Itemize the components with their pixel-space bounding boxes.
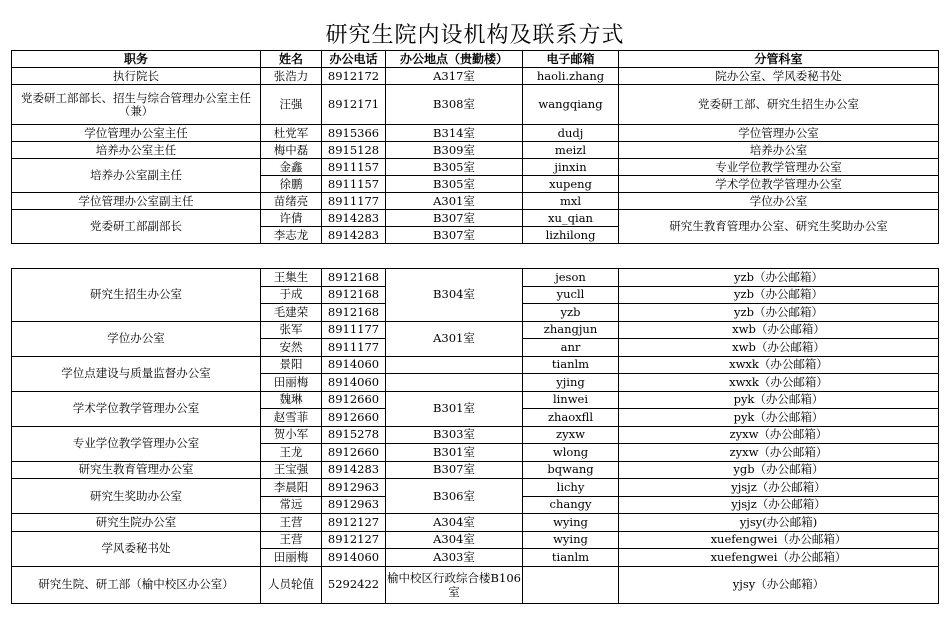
name-cell: 常远 [261, 496, 322, 514]
location-cell [386, 374, 523, 392]
location-cell: A301室 [386, 321, 523, 356]
role-cell: 研究生院、研工部（榆中校区办公室） [12, 566, 261, 603]
department-cell: zyxw（办公邮箱） [619, 426, 939, 444]
table-row [12, 461, 939, 479]
email-cell: tianlm [523, 549, 619, 567]
table-row [12, 269, 939, 287]
page-title: 研究生院内设机构及联系方式 [325, 23, 625, 48]
name-cell: 杜党军 [261, 125, 322, 142]
table-row [12, 426, 939, 444]
office-table [11, 268, 939, 604]
email-cell: meizl [523, 142, 619, 159]
email-cell: linwei [523, 391, 619, 409]
role-cell: 学术学位教学管理办公室 [12, 391, 261, 426]
role-cell: 学风委秘书处 [12, 531, 261, 566]
location-cell: B306室 [386, 479, 523, 514]
role-cell: 学位管理办公室主任 [12, 125, 261, 142]
name-cell: 王宝强 [261, 461, 322, 479]
table-row [12, 566, 939, 603]
location-cell: A301室 [386, 193, 523, 210]
department-cell: 学位管理办公室 [619, 125, 939, 142]
role-cell: 学位办公室 [12, 321, 261, 356]
header-location: 办公地点（贵勤楼） [386, 51, 523, 68]
email-cell: yzb [523, 304, 619, 322]
department-cell: yjsjz（办公邮箱） [619, 479, 939, 497]
department-cell: yzb（办公邮箱） [619, 286, 939, 304]
table-row [12, 531, 939, 549]
table-row [12, 193, 939, 210]
table-row [12, 85, 939, 125]
phone-cell: 8912171 [322, 85, 386, 125]
phone-cell: 8912963 [322, 496, 386, 514]
email-cell: jinxin [523, 159, 619, 176]
location-cell: B301室 [386, 444, 523, 462]
location-cell: B309室 [386, 142, 523, 159]
header-name: 姓名 [261, 51, 322, 68]
email-cell: wying [523, 531, 619, 549]
header-phone: 办公电话 [322, 51, 386, 68]
location-cell: B304室 [386, 269, 523, 322]
role-cell: 专业学位教学管理办公室 [12, 426, 261, 461]
table-row [12, 210, 939, 227]
email-cell: wlong [523, 444, 619, 462]
name-cell: 李志龙 [261, 227, 322, 244]
phone-cell: 8915128 [322, 142, 386, 159]
name-cell: 王龙 [261, 444, 322, 462]
department-cell: xuefengwei（办公邮箱） [619, 531, 939, 549]
name-cell: 王集生 [261, 269, 322, 287]
table-row [12, 321, 939, 339]
role-cell: 学位管理办公室副主任 [12, 193, 261, 210]
email-cell: zhangjun [523, 321, 619, 339]
email-cell: bqwang [523, 461, 619, 479]
location-cell: B307室 [386, 227, 523, 244]
phone-cell: 8911177 [322, 193, 386, 210]
name-cell: 人员轮值 [261, 566, 322, 603]
name-cell: 于成 [261, 286, 322, 304]
role-cell: 学位点建设与质量监督办公室 [12, 356, 261, 391]
department-cell: xwxk（办公邮箱） [619, 356, 939, 374]
phone-cell: 8914060 [322, 374, 386, 392]
location-cell: B305室 [386, 176, 523, 193]
location-cell: B307室 [386, 210, 523, 227]
table-row [12, 125, 939, 142]
location-cell: B305室 [386, 159, 523, 176]
location-cell: A304室 [386, 514, 523, 532]
department-cell: yzb（办公邮箱） [619, 304, 939, 322]
table-row [12, 159, 939, 176]
email-cell: zhaoxfll [523, 409, 619, 427]
role-cell: 研究生招生办公室 [12, 269, 261, 322]
name-cell: 贺小军 [261, 426, 322, 444]
phone-cell: 8915366 [322, 125, 386, 142]
phone-cell: 8912660 [322, 391, 386, 409]
table-row [12, 479, 939, 497]
phone-cell: 8912168 [322, 269, 386, 287]
email-cell: wangqiang [523, 85, 619, 125]
phone-cell: 8911157 [322, 159, 386, 176]
department-cell: 研究生教育管理办公室、研究生奖助办公室 [619, 210, 939, 244]
email-cell: tianlm [523, 356, 619, 374]
department-cell: 专业学位教学管理办公室 [619, 159, 939, 176]
leadership-table [11, 50, 939, 244]
department-cell: 学术学位教学管理办公室 [619, 176, 939, 193]
name-cell: 张浩力 [261, 68, 322, 85]
name-cell: 王营 [261, 531, 322, 549]
role-cell: 党委研工部部长、招生与综合管理办公室主任（兼） [12, 85, 261, 125]
phone-cell: 8914283 [322, 227, 386, 244]
name-cell: 景阳 [261, 356, 322, 374]
department-cell: xwxk（办公邮箱） [619, 374, 939, 392]
department-cell: xwb（办公邮箱） [619, 339, 939, 357]
phone-cell: 8912168 [322, 286, 386, 304]
phone-cell: 8911177 [322, 321, 386, 339]
email-cell: dudj [523, 125, 619, 142]
email-cell: haoli.zhang [523, 68, 619, 85]
email-cell: changy [523, 496, 619, 514]
phone-cell: 8915278 [322, 426, 386, 444]
table-row [12, 142, 939, 159]
location-cell: B301室 [386, 391, 523, 426]
location-cell: B308室 [386, 85, 523, 125]
phone-cell: 8911177 [322, 339, 386, 357]
header-role: 职务 [12, 51, 261, 68]
role-cell: 培养办公室副主任 [12, 159, 261, 193]
email-cell: wying [523, 514, 619, 532]
department-cell: yjsy（办公邮箱） [619, 566, 939, 603]
phone-cell: 8912127 [322, 514, 386, 532]
email-cell: lichy [523, 479, 619, 497]
email-cell: xu_qian [523, 210, 619, 227]
email-cell: mxl [523, 193, 619, 210]
header-department: 分管科室 [619, 51, 939, 68]
name-cell: 徐鹏 [261, 176, 322, 193]
phone-cell: 8912660 [322, 409, 386, 427]
name-cell: 苗绪亮 [261, 193, 322, 210]
email-cell: anr [523, 339, 619, 357]
role-cell: 党委研工部副部长 [12, 210, 261, 244]
location-cell: A303室 [386, 549, 523, 567]
phone-cell: 8912660 [322, 444, 386, 462]
email-cell: zyxw [523, 426, 619, 444]
location-cell: A317室 [386, 68, 523, 85]
location-cell [386, 356, 523, 374]
name-cell: 梅中磊 [261, 142, 322, 159]
department-cell: yjsy(办公邮箱) [619, 514, 939, 532]
header-email: 电子邮箱 [523, 51, 619, 68]
role-cell: 研究生教育管理办公室 [12, 461, 261, 479]
name-cell: 李晨阳 [261, 479, 322, 497]
name-cell: 毛建荣 [261, 304, 322, 322]
department-cell: 培养办公室 [619, 142, 939, 159]
phone-cell: 8912963 [322, 479, 386, 497]
phone-cell: 8914060 [322, 549, 386, 567]
phone-cell: 5292422 [322, 566, 386, 603]
name-cell: 汪强 [261, 85, 322, 125]
name-cell: 王营 [261, 514, 322, 532]
role-cell: 执行院长 [12, 68, 261, 85]
table-row [12, 391, 939, 409]
phone-cell: 8912168 [322, 304, 386, 322]
department-cell: pyk（办公邮箱） [619, 409, 939, 427]
location-cell: B307室 [386, 461, 523, 479]
table-row [12, 356, 939, 374]
department-cell: 院办公室、学风委秘书处 [619, 68, 939, 85]
department-cell: yzb（办公邮箱） [619, 269, 939, 287]
name-cell: 张军 [261, 321, 322, 339]
department-cell: pyk（办公邮箱） [619, 391, 939, 409]
email-cell: lizhilong [523, 227, 619, 244]
name-cell: 安然 [261, 339, 322, 357]
email-cell: yjing [523, 374, 619, 392]
phone-cell: 8912127 [322, 531, 386, 549]
email-cell: xupeng [523, 176, 619, 193]
name-cell: 金鑫 [261, 159, 322, 176]
department-cell: ygb（办公邮箱） [619, 461, 939, 479]
phone-cell: 8911157 [322, 176, 386, 193]
department-cell: 学位办公室 [619, 193, 939, 210]
department-cell: xwb（办公邮箱） [619, 321, 939, 339]
header-row [12, 51, 939, 68]
role-cell: 研究生院办公室 [12, 514, 261, 532]
location-cell: 榆中校区行政综合楼B106室 [386, 566, 523, 603]
phone-cell: 8912172 [322, 68, 386, 85]
location-cell: B314室 [386, 125, 523, 142]
name-cell: 许倩 [261, 210, 322, 227]
name-cell: 魏琳 [261, 391, 322, 409]
role-cell: 研究生奖助办公室 [12, 479, 261, 514]
phone-cell: 8914283 [322, 210, 386, 227]
table-row [12, 68, 939, 85]
email-cell: jeson [523, 269, 619, 287]
email-cell: yucll [523, 286, 619, 304]
phone-cell: 8914283 [322, 461, 386, 479]
department-cell: xuefengwei（办公邮箱） [619, 549, 939, 567]
name-cell: 赵雪菲 [261, 409, 322, 427]
role-cell: 培养办公室主任 [12, 142, 261, 159]
name-cell: 田丽梅 [261, 549, 322, 567]
location-cell: A304室 [386, 531, 523, 549]
department-cell: yjsjz（办公邮箱） [619, 496, 939, 514]
name-cell: 田丽梅 [261, 374, 322, 392]
phone-cell: 8914060 [322, 356, 386, 374]
department-cell: zyxw（办公邮箱） [619, 444, 939, 462]
email-cell [523, 566, 619, 603]
table-row [12, 514, 939, 532]
department-cell: 党委研工部、研究生招生办公室 [619, 85, 939, 125]
location-cell: B303室 [386, 426, 523, 444]
